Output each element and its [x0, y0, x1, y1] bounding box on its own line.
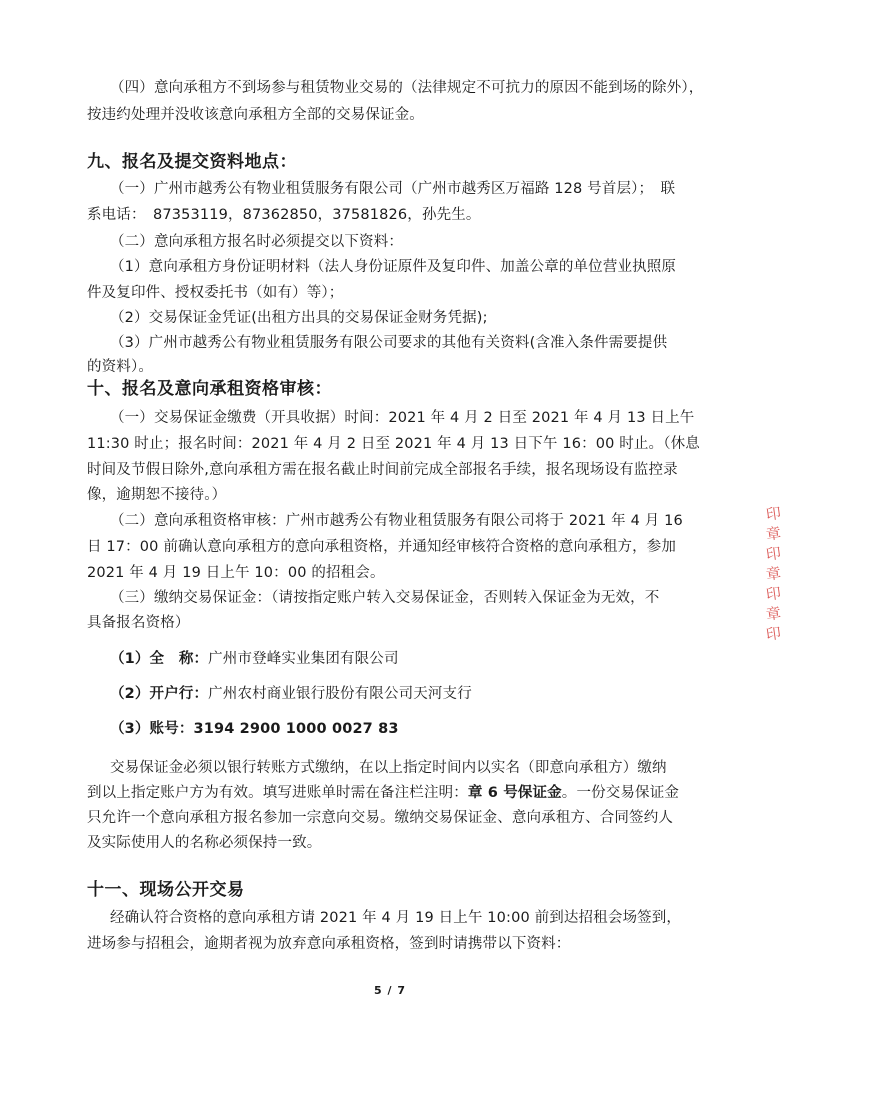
- account-bank-label: （2）开户行：: [110, 686, 209, 702]
- paragraph-line: 2021 年 4 月 19 日上午 10：00 的招租会。: [87, 565, 385, 581]
- paragraph-line: 按违约处理并没收该意向承租方全部的交易保证金。: [87, 107, 424, 123]
- paragraph-line: （1）意向承租方身份证明材料（法人身份证原件及复印件、加盖公章的单位营业执照原: [110, 259, 677, 275]
- note-text: 到以上指定账户方为有效。填写进账单时需在备注栏注明：: [87, 785, 468, 801]
- account-number-label: （3）账号：: [110, 721, 194, 737]
- paragraph-line: （三）缴纳交易保证金：（请按指定账户转入交易保证金，否则转入保证金为无效，不: [110, 590, 660, 606]
- section-heading-10: 十、报名及意向承租资格审核：: [87, 379, 332, 399]
- paragraph-line: 时间及节假日除外,意向承租方需在报名截止时间前完成全部报名手续，报名现场设有监控录: [87, 462, 678, 478]
- paragraph-line: （一）广州市越秀公有物业租赁服务有限公司（广州市越秀区万福路 128 号首层）； 联: [110, 181, 676, 197]
- paragraph-line: 经确认符合资格的意向承租方请 2021 年 4 月 19 日上午 10:00 前到达招租会场签到，: [110, 910, 682, 926]
- paragraph-line: 日 17：00 前确认意向承租方的意向承租资格，并通知经审核符合资格的意向承租方，参加: [87, 539, 677, 555]
- paragraph-line: 及实际使用人的名称必须保持一致。: [87, 835, 322, 851]
- note-emphasis: 章 6 号保证金: [467, 785, 562, 801]
- paragraph-line: 11:30 时止；报名时间：2021 年 4 月 2 日至 2021 年 4 月 13 日下午 16：00 时止。（休息: [87, 436, 700, 452]
- account-number-value: 3194 2900 1000 0027 83: [193, 721, 399, 737]
- paragraph-line: [0, 784, 867, 802]
- account-number-row: [0, 720, 890, 738]
- account-name-row: [0, 650, 890, 668]
- note-text: 。一份交易保证金: [561, 785, 679, 801]
- paragraph-line: 具备报名资格）: [87, 615, 190, 631]
- section-heading-9: 九、报名及提交资料地点：: [87, 152, 297, 172]
- paragraph-line: 交易保证金必须以银行转账方式缴纳，在以上指定时间内以实名（即意向承租方）缴纳: [110, 760, 667, 776]
- paragraph-line: 件及复印件、授权委托书（如有）等）；: [87, 285, 344, 301]
- page-number: 5 / 7: [374, 984, 406, 997]
- paragraph-line: （二）意向承租方报名时必须提交以下资料：: [110, 234, 403, 250]
- paragraph-line: 系电话： 87353119，87362850，37581826，孙先生。: [87, 207, 481, 223]
- red-seal-stamp: 印 章 印 章 印 章 印: [764, 503, 783, 644]
- section-heading-11: 十一、现场公开交易: [87, 880, 245, 900]
- paragraph-line: （二）意向承租资格审核：广州市越秀公有物业租赁服务有限公司将于 2021 年 4 月 16: [110, 513, 683, 529]
- paragraph-line: （一）交易保证金缴费（开具收据）时间：2021 年 4 月 2 日至 2021 年 4 月 13 日上午: [110, 410, 695, 426]
- paragraph-line: （3）广州市越秀公有物业租赁服务有限公司要求的其他有关资料(含准入条件需要提供: [110, 335, 668, 351]
- paragraph-line: （四）意向承租方不到场参与租赁物业交易的（法律规定不可抗力的原因不能到场的除外），: [110, 80, 704, 96]
- account-bank-row: [0, 685, 890, 703]
- account-bank-value: 广州农村商业银行股份有限公司天河支行: [208, 686, 472, 702]
- paragraph-line: 进场参与招租会，逾期者视为放弃意向承租资格，签到时请携带以下资料：: [87, 936, 571, 952]
- paragraph-line: 只允许一个意向承租方报名参加一宗意向交易。缴纳交易保证金、意向承租方、合同签约人: [87, 810, 673, 826]
- account-name-value: 广州市登峰实业集团有限公司: [208, 651, 399, 667]
- paragraph-line: （2）交易保证金凭证(出租方出具的交易保证金财务凭据);: [110, 310, 488, 326]
- account-name-label: （1）全 称：: [110, 651, 209, 667]
- paragraph-line: 的资料）。: [87, 359, 153, 375]
- paragraph-line: 像，逾期恕不接待。）: [87, 487, 227, 503]
